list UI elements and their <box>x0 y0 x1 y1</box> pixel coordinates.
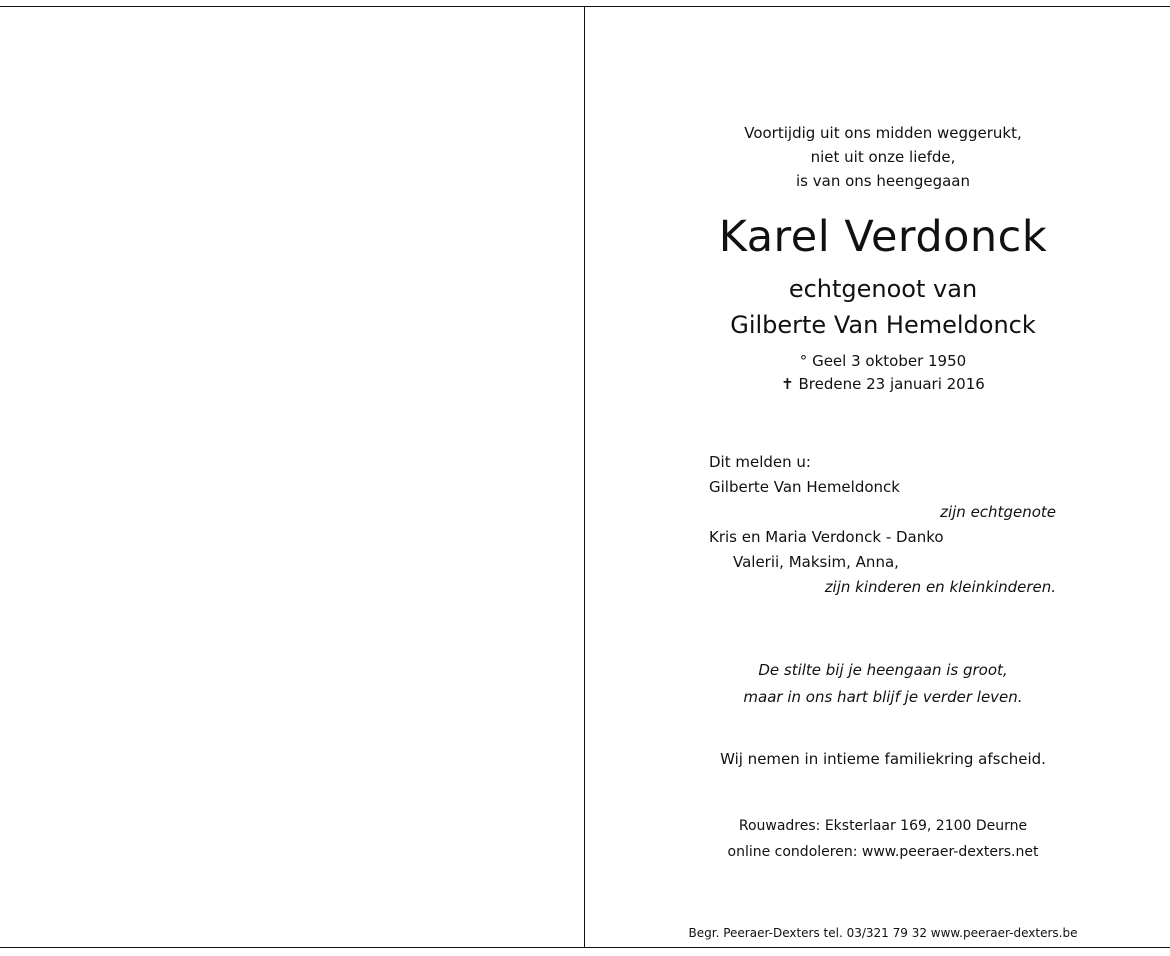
spouse-name: Gilberte Van Hemeldonck <box>730 311 1036 339</box>
intro-verse <box>585 121 1170 193</box>
announce-children: Kris en Maria Verdonck - Danko <box>709 528 944 546</box>
announce-spouse-role: zijn echtgenote <box>940 503 1056 521</box>
announce-grandchildren: Valerii, Maksim, Anna, <box>733 553 899 571</box>
announcement <box>709 450 1056 600</box>
birth-date: ° Geel 3 oktober 1950 <box>799 352 967 370</box>
announce-family-role: zijn kinderen en kleinkinderen. <box>824 578 1056 596</box>
farewell-note: Wij nemen in intieme familiekring afscheid. <box>720 750 1046 768</box>
deceased-name: Karel Verdonck <box>718 212 1048 262</box>
condolence-link[interactable]: online condoleren: www.peeraer-dexters.net <box>727 844 1039 860</box>
undertaker-footer: Begr. Peeraer-Dexters tel. 03/321 79 32 www.peeraer-dexters.be <box>688 926 1078 940</box>
left-page-blank <box>0 7 584 947</box>
announce-lead: Dit melden u: <box>709 453 811 471</box>
death-notice-page <box>585 7 1170 947</box>
contact-block <box>585 813 1170 865</box>
spouse-block <box>585 271 1170 343</box>
announce-spouse: Gilberte Van Hemeldonck <box>709 478 900 496</box>
spouse-label: echtgenoot van <box>788 275 978 303</box>
death-date: ✝ Bredene 23 januari 2016 <box>781 375 985 393</box>
quote-line: De stilte bij je heengaan is groot, <box>758 661 1008 679</box>
intro-line: niet uit onze liefde, <box>810 148 956 166</box>
quote-line: maar in ons hart blijf je verder leven. <box>743 688 1023 706</box>
intro-line: is van ons heengegaan <box>796 172 970 190</box>
quote <box>585 657 1170 711</box>
intro-line: Voortijdig uit ons midden weggerukt, <box>744 124 1022 142</box>
mourning-address: Rouwadres: Eksterlaar 169, 2100 Deurne <box>738 818 1028 834</box>
life-dates <box>585 350 1170 396</box>
bottom-border <box>0 947 1170 948</box>
